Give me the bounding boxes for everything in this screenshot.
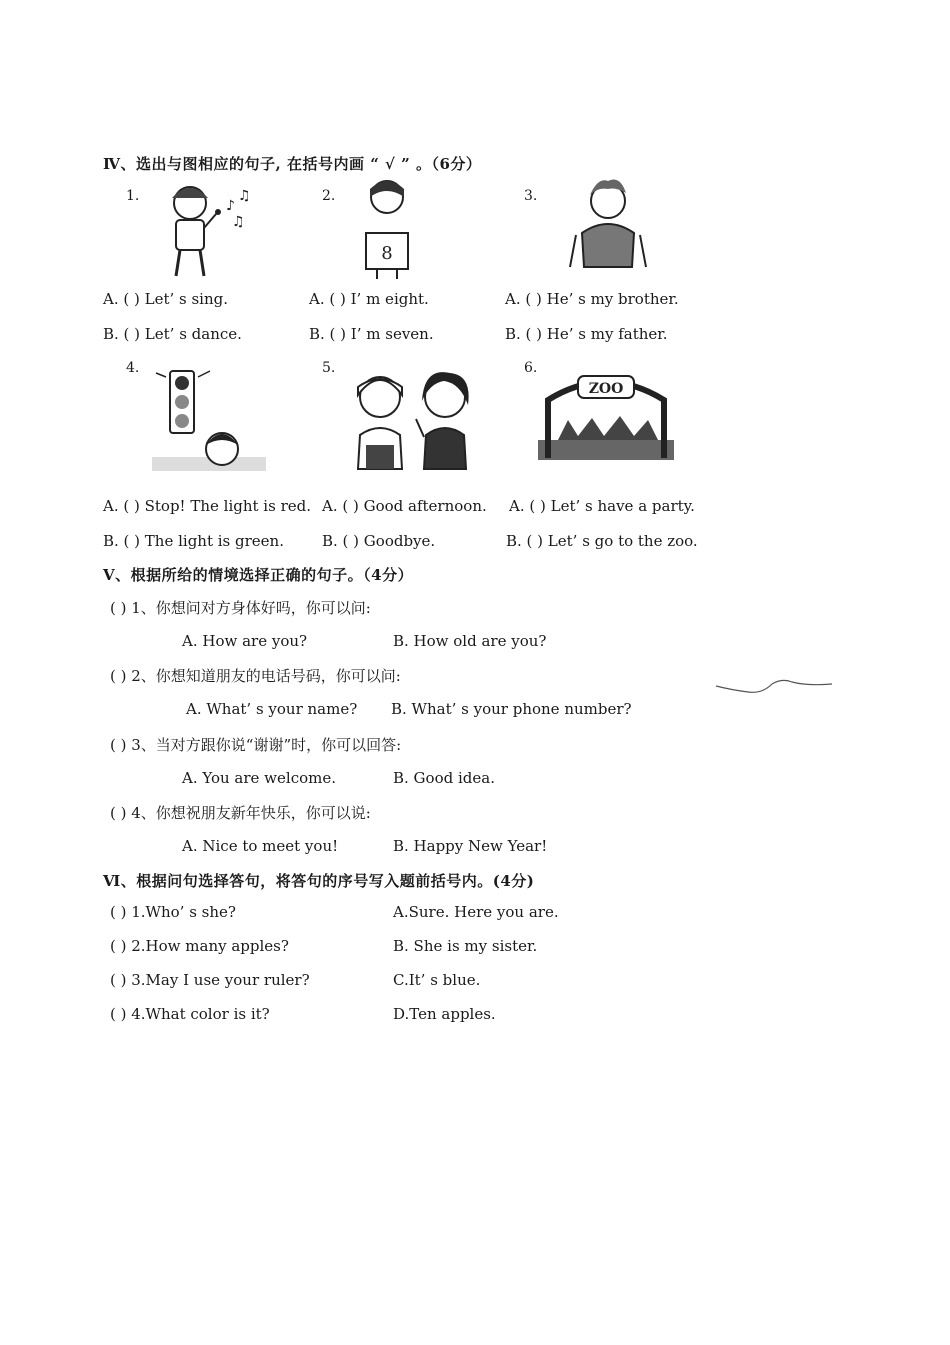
option-b: B. ( ) Goodbye.: [322, 532, 436, 550]
option-a: A. What’ s your name?: [186, 700, 358, 718]
option-b: B. Good idea.: [393, 769, 495, 787]
section-4-header: Ⅳ、选出与图相应的句子, 在括号内画 “ √ ” 。（6分）: [103, 155, 482, 173]
match-question: ( ) 2.How many apples?: [110, 937, 289, 955]
match-answer: B. She is my sister.: [393, 937, 538, 955]
zoo-sign-text: ZOO: [588, 381, 624, 397]
option-b: B. ( ) Let’ s dance.: [103, 325, 242, 343]
match-question: ( ) 1.Who’ s she?: [110, 903, 236, 921]
option-a: A. ( ) I’ m eight.: [309, 290, 429, 308]
option-b: B. ( ) He’ s my father.: [505, 325, 668, 343]
match-answer: A.Sure. Here you are.: [393, 903, 559, 921]
item-number: 6.: [524, 360, 538, 376]
question-prompt: ( ) 2、你想知道朋友的电话号码，你可以问:: [110, 667, 401, 685]
svg-text:♫: ♫: [232, 214, 245, 230]
option-a: A. ( ) Let’ s have a party.: [509, 497, 695, 515]
svg-text:♫: ♫: [238, 188, 251, 204]
option-a: A. ( ) Good afternoon.: [322, 497, 487, 515]
item-number: 2.: [322, 188, 336, 204]
option-b: B. ( ) I’ m seven.: [309, 325, 434, 343]
match-answer: C.It’ s blue.: [393, 971, 481, 989]
zoo-gate-icon: [538, 370, 678, 465]
scan-artifact-squiggle: [712, 672, 837, 702]
traffic-light-boy-icon: [152, 365, 270, 480]
option-a: A. You are welcome.: [182, 769, 336, 787]
item-number: 1.: [126, 188, 140, 204]
girl-singing-icon: [150, 178, 260, 283]
option-b: B. What’ s your phone number?: [391, 700, 632, 718]
two-girls-waving-icon: [340, 365, 485, 475]
match-answer: D.Ten apples.: [393, 1005, 496, 1023]
section-6-header: Ⅵ、根据问句选择答句，将答句的序号写入题前括号内。(4分): [103, 872, 535, 890]
girl-holding-8-sign-icon: [352, 175, 427, 280]
option-b: B. ( ) The light is green.: [103, 532, 284, 550]
option-a: A. ( ) He’ s my brother.: [505, 290, 679, 308]
option-a: A. ( ) Let’ s sing.: [103, 290, 229, 308]
item-number: 3.: [524, 188, 538, 204]
item-number: 4.: [126, 360, 140, 376]
option-a: A. ( ) Stop! The light is red.: [103, 497, 311, 515]
young-man-icon: [568, 175, 648, 275]
svg-text:♪: ♪: [226, 198, 235, 214]
section-5-header: Ⅴ、根据所给的情境选择正确的句子。（4分）: [103, 566, 414, 584]
option-b: B. Happy New Year!: [393, 837, 548, 855]
option-a: A. How are you?: [182, 632, 308, 650]
question-prompt: ( ) 1、你想问对方身体好吗，你可以问:: [110, 599, 371, 617]
option-b: B. How old are you?: [393, 632, 547, 650]
option-b: B. ( ) Let’ s go to the zoo.: [506, 532, 698, 550]
question-prompt: ( ) 3、当对方跟你说“谢谢”时，你可以回答:: [110, 736, 402, 754]
match-question: ( ) 4.What color is it?: [110, 1005, 270, 1023]
sign-number: 8: [381, 243, 393, 264]
item-number: 5.: [322, 360, 336, 376]
question-prompt: ( ) 4、你想祝朋友新年快乐，你可以说:: [110, 804, 371, 822]
match-question: ( ) 3.May I use your ruler?: [110, 971, 310, 989]
option-a: A. Nice to meet you!: [182, 837, 339, 855]
